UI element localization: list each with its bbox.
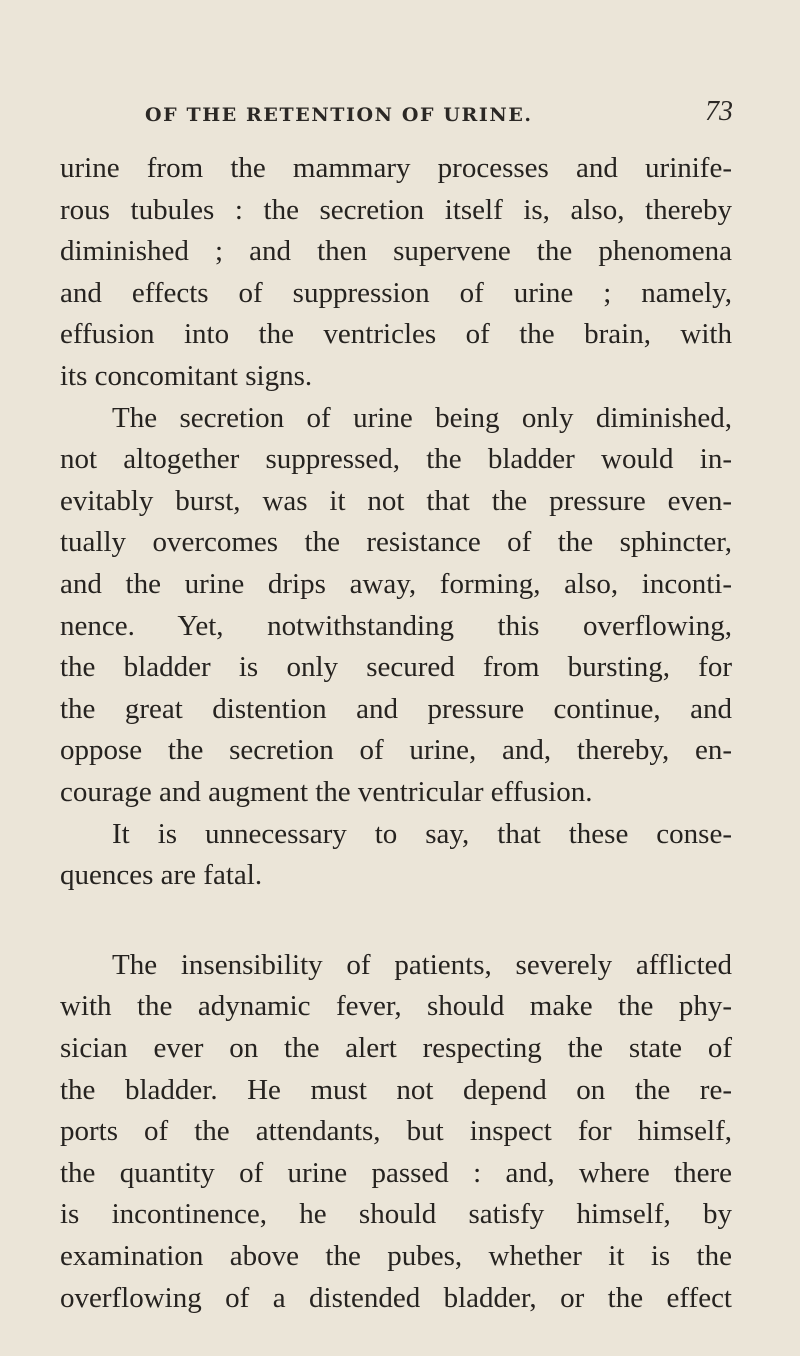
text-line: the bladder. He must not depend on the re-: [60, 1074, 732, 1106]
text-line: the bladder is only secured from bursting, for: [60, 651, 732, 683]
text-line: overflowing of a distended bladder, or the effect: [60, 1282, 732, 1314]
text-line: and the urine drips away, forming, also, inconti-: [60, 568, 732, 600]
text-line: diminished ; and then supervene the phenomena: [60, 235, 732, 267]
text-line: courage and augment the ventricular effusion.: [60, 776, 593, 808]
page-number: 73: [705, 96, 733, 127]
text-line: rous tubules : the secretion itself is, also, thereby: [60, 194, 732, 226]
text-line: the quantity of urine passed : and, where there: [60, 1157, 732, 1189]
text-line: nence. Yet, notwithstanding this overflowing,: [60, 610, 732, 642]
text-line: oppose the secretion of urine, and, thereby, en-: [60, 734, 732, 766]
text-line: examination above the pubes, whether it is the: [60, 1240, 732, 1272]
text-line: urine from the mammary processes and urinife-: [60, 152, 732, 184]
text-line: It is unnecessary to say, that these conse-: [112, 818, 732, 850]
running-title: OF THE RETENTION OF URINE.: [145, 104, 533, 126]
text-line: effusion into the ventricles of the brain, with: [60, 318, 732, 350]
text-line: not altogether suppressed, the bladder would in-: [60, 443, 732, 475]
text-line: its concomitant signs.: [60, 360, 313, 392]
text-line: and effects of suppression of urine ; namely,: [60, 277, 732, 309]
text-line: with the adynamic fever, should make the phy-: [60, 990, 732, 1022]
text-line: is incontinence, he should satisfy himself, by: [60, 1198, 732, 1230]
text-line: tually overcomes the resistance of the sphincter,: [60, 526, 732, 558]
text-line: ports of the attendants, but inspect for himself,: [60, 1115, 732, 1147]
text-line: quences are fatal.: [60, 859, 263, 891]
text-line: evitably burst, was it not that the pressure even-: [60, 485, 732, 517]
text-line: the great distention and pressure continue, and: [60, 693, 732, 725]
text-line: The secretion of urine being only diminished,: [112, 402, 732, 434]
text-line: The insensibility of patients, severely afflicted: [112, 949, 732, 981]
text-line: sician ever on the alert respecting the state of: [60, 1032, 732, 1064]
